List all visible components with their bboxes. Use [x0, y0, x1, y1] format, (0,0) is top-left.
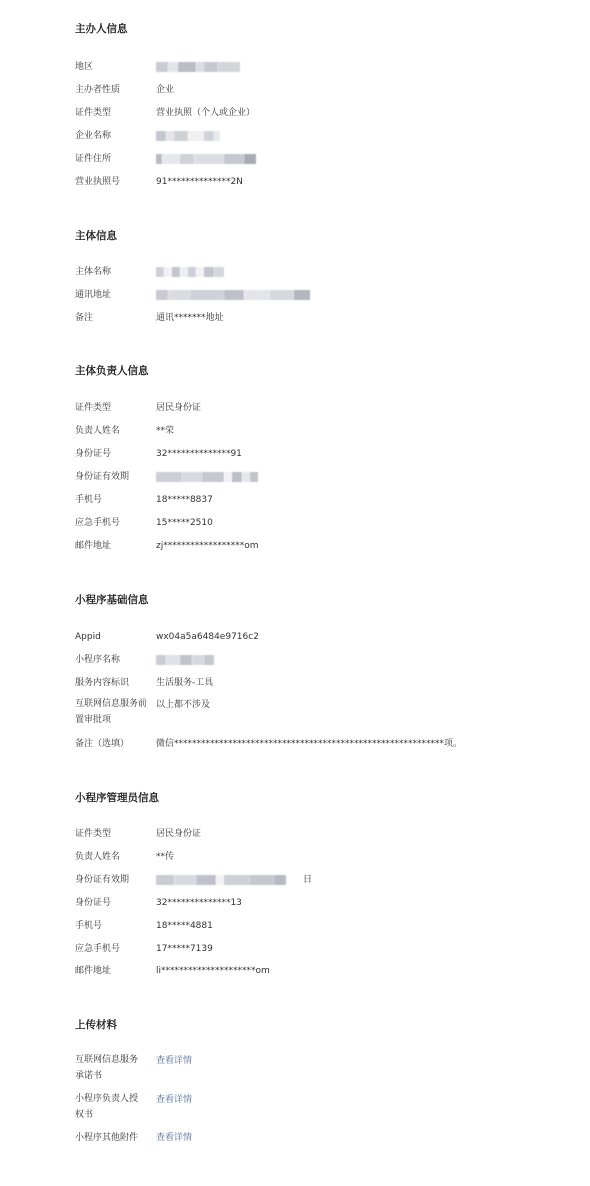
redacted-admin-id-validity	[156, 875, 286, 885]
redacted-company-name	[156, 131, 220, 141]
row-label: 身份证有效期	[75, 472, 130, 482]
row-value: 微信************************************************************项。	[156, 739, 463, 749]
row-pre-approval	[75, 698, 575, 728]
row-label: 邮件地址	[75, 966, 112, 976]
row-admin-cert-type	[75, 827, 575, 841]
row-admin-phone	[75, 919, 575, 933]
row-admin-email	[75, 964, 575, 978]
redacted-region-value	[156, 62, 240, 72]
row-label: 手机号	[75, 495, 103, 505]
view-details-link-commitment[interactable]: 查看详情	[156, 1056, 193, 1066]
row-company-name	[75, 129, 575, 143]
row-appid	[75, 630, 575, 644]
row-label: 邮件地址	[75, 541, 112, 551]
row-label: 应急手机号	[75, 518, 121, 528]
row-admin-emergency-phone	[75, 942, 575, 956]
row-value: 15*****2510	[156, 518, 213, 528]
row-value: 企业	[156, 85, 175, 95]
row-label: 小程序其他附件	[75, 1133, 139, 1143]
row-value: li*********************om	[156, 966, 270, 976]
row-owner-id-no	[75, 447, 575, 461]
row-value: 17*****7139	[156, 944, 213, 954]
row-service-content	[75, 676, 575, 690]
section-title-miniprogram-basic: 小程序基础信息	[75, 594, 149, 606]
row-label: 证件类型	[75, 403, 112, 413]
section-title-subject-owner: 主体负责人信息	[75, 365, 149, 377]
row-region	[75, 60, 575, 74]
row-value: 18*****4881	[156, 921, 213, 931]
row-label: 身份证有效期	[75, 875, 130, 885]
row-value: **荣	[156, 426, 175, 436]
row-owner-id-validity	[75, 470, 575, 484]
row-value: 居民身份证	[156, 829, 202, 839]
row-owner-name	[75, 424, 575, 438]
row-admin-name	[75, 850, 575, 864]
row-value: 生活服务-工具	[156, 678, 214, 688]
redacted-mail-address	[156, 290, 310, 300]
row-value: 通讯*******地址	[156, 313, 224, 323]
row-miniprogram-name	[75, 653, 575, 667]
row-value: 32**************91	[156, 449, 242, 459]
row-miniprogram-remark	[75, 737, 575, 751]
row-label: 身份证号	[75, 898, 112, 908]
row-cert-type	[75, 106, 575, 120]
row-mail-address	[75, 288, 575, 302]
row-label: 小程序名称	[75, 655, 121, 665]
row-label: 营业执照号	[75, 177, 121, 187]
row-subject-name	[75, 265, 575, 279]
view-details-link-authorization[interactable]: 查看详情	[156, 1095, 193, 1105]
row-upload-other	[75, 1131, 575, 1145]
row-owner-cert-type	[75, 401, 575, 415]
view-details-link-other[interactable]: 查看详情	[156, 1133, 193, 1143]
row-upload-commitment	[75, 1054, 575, 1084]
row-label: 主办者性质	[75, 85, 121, 95]
row-label: 企业名称	[75, 131, 112, 141]
section-title-subject: 主体信息	[75, 230, 117, 242]
row-label: 身份证号	[75, 449, 112, 459]
section-title-organizer: 主办人信息	[75, 23, 128, 35]
row-label: 互联网信息服务前置审批项	[75, 699, 148, 725]
row-label: 证件住所	[75, 154, 112, 164]
redacted-miniprogram-name	[156, 655, 214, 665]
redacted-owner-id-validity	[156, 472, 258, 482]
row-upload-authorization	[75, 1093, 575, 1123]
row-owner-phone	[75, 493, 575, 507]
row-label: 备注（选填）	[75, 739, 130, 749]
row-value: zj******************om	[156, 541, 259, 551]
row-license-no	[75, 175, 575, 189]
row-value: 18*****8837	[156, 495, 213, 505]
row-label: 负责人姓名	[75, 852, 121, 862]
row-admin-id-no	[75, 896, 575, 910]
row-label: 备注	[75, 313, 94, 323]
row-value: 91**************2N	[156, 177, 243, 187]
row-label: 小程序负责人授权书	[75, 1094, 139, 1120]
row-owner-email	[75, 539, 575, 553]
row-label: 证件类型	[75, 108, 112, 118]
section-title-uploads: 上传材料	[75, 1019, 117, 1031]
row-value: **传	[156, 852, 175, 862]
row-label: 手机号	[75, 921, 103, 931]
row-organizer-type	[75, 83, 575, 97]
row-owner-emergency-phone	[75, 516, 575, 530]
section-title-miniprogram-admin: 小程序管理员信息	[75, 792, 159, 804]
row-value: 营业执照（个人或企业）	[156, 108, 256, 118]
row-label: 互联网信息服务承诺书	[75, 1055, 139, 1081]
redacted-cert-address	[156, 154, 256, 164]
row-label: Appid	[75, 632, 101, 642]
row-label: 证件类型	[75, 829, 112, 839]
row-label: 应急手机号	[75, 944, 121, 954]
row-label: 通讯地址	[75, 290, 112, 300]
row-cert-address	[75, 152, 575, 166]
row-label: 服务内容标识	[75, 678, 130, 688]
row-value: 以上都不涉及	[156, 700, 211, 710]
row-label: 主体名称	[75, 267, 112, 277]
row-value: 32**************13	[156, 898, 242, 908]
row-admin-id-validity	[75, 873, 575, 887]
row-value: 居民身份证	[156, 403, 202, 413]
redacted-subject-name	[156, 267, 224, 277]
row-subject-remark	[75, 311, 575, 325]
row-label: 地区	[75, 62, 94, 72]
row-label: 负责人姓名	[75, 426, 121, 436]
row-value-suffix: 日	[303, 875, 313, 885]
row-value: wx04a5a6484e9716c2	[156, 632, 259, 642]
